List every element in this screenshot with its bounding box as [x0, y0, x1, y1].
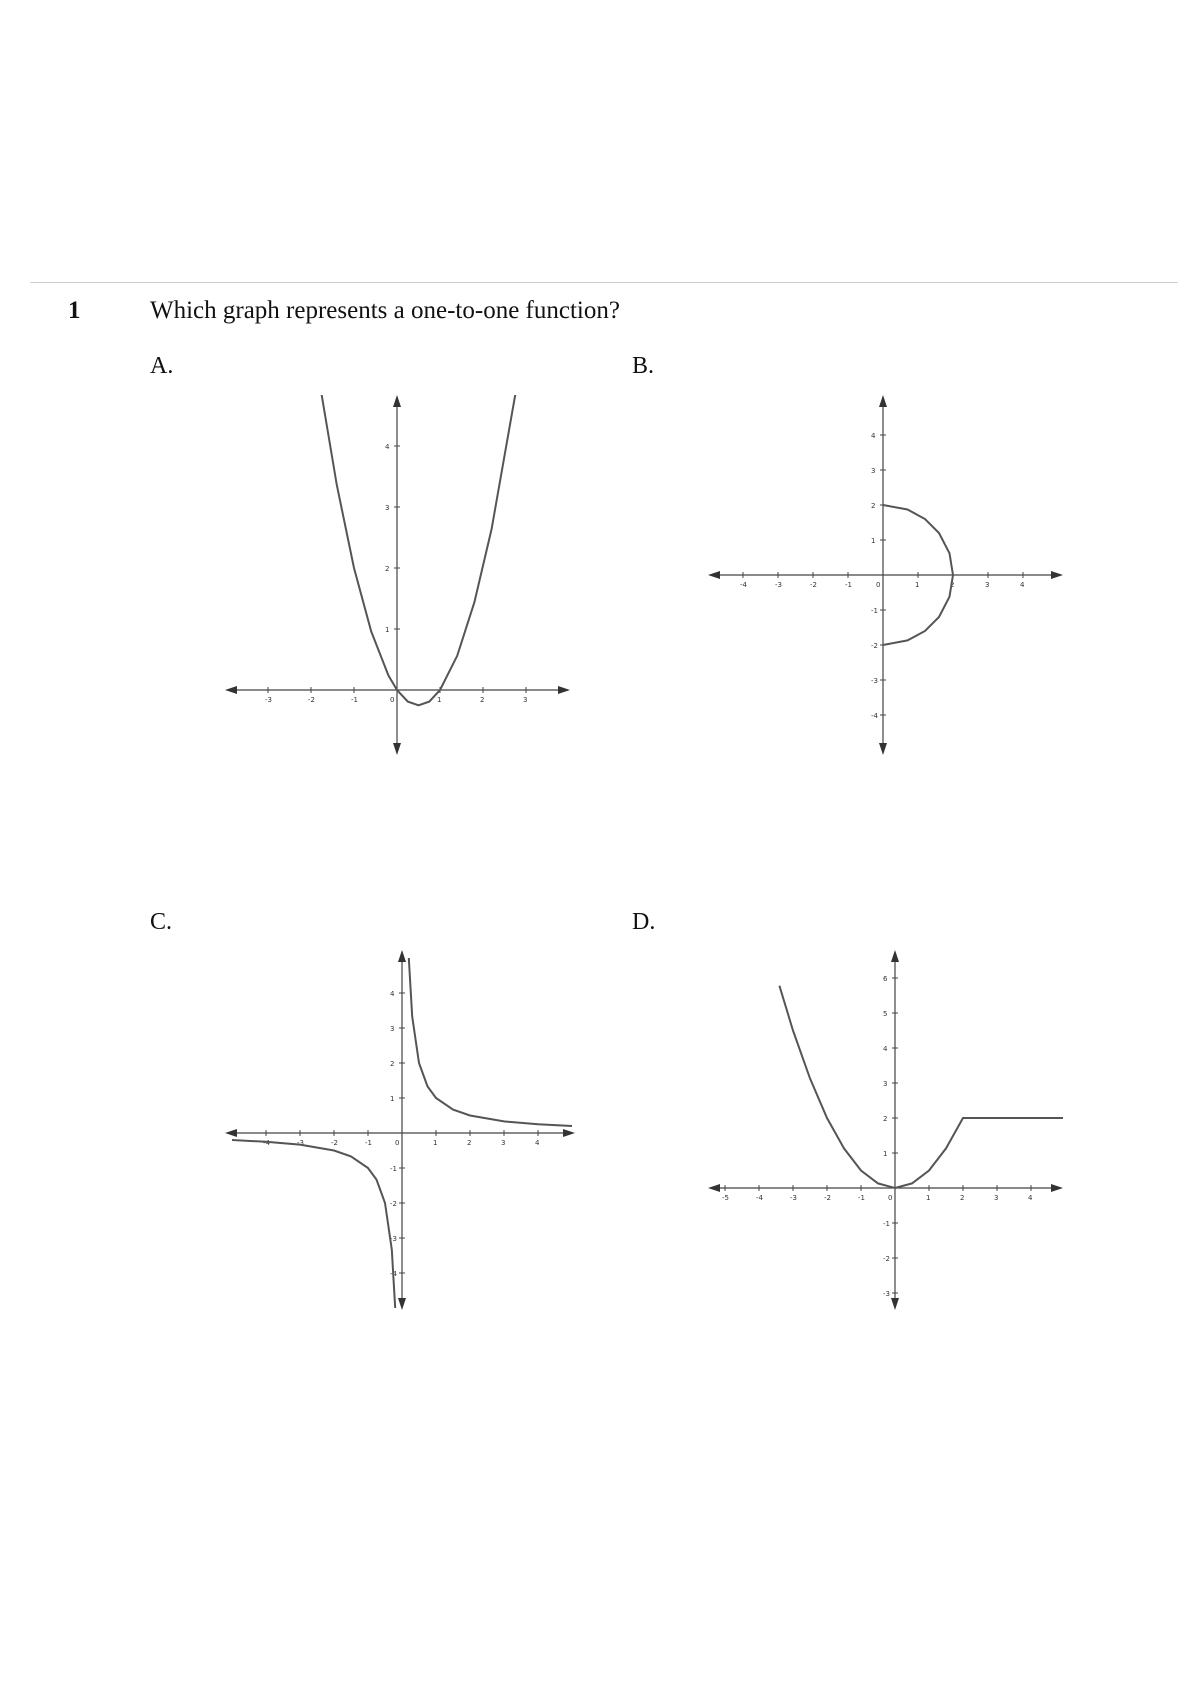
y-tick-label: 2 [871, 502, 876, 510]
y-tick-label: 1 [390, 1095, 395, 1103]
x-axis-left-arrow [708, 1184, 720, 1192]
x-tick-label: -3 [790, 1194, 797, 1202]
x-tick-label: -1 [858, 1194, 865, 1202]
y-tick-label: -4 [390, 1270, 397, 1278]
function-curve [409, 958, 572, 1126]
header-divider [30, 282, 1178, 283]
y-tick-label: 3 [883, 1080, 888, 1088]
y-tick-label: -2 [883, 1255, 890, 1263]
y-tick-label: 5 [883, 1010, 888, 1018]
option-c-label[interactable]: C. [150, 909, 173, 935]
y-axis-down-arrow [398, 1298, 406, 1310]
x-tick-label: 3 [501, 1139, 506, 1147]
y-tick-label: 3 [871, 467, 876, 475]
x-tick-label: 2 [950, 581, 955, 589]
x-tick-label: 4 [1020, 581, 1025, 589]
x-tick-label: -4 [756, 1194, 763, 1202]
question-number: 1 [68, 297, 81, 324]
x-tick-label: 0 [395, 1139, 400, 1147]
x-tick-label: -1 [845, 581, 852, 589]
x-tick-label: 3 [994, 1194, 999, 1202]
y-tick-label: 2 [385, 565, 390, 573]
y-axis-up-arrow [398, 950, 406, 962]
y-tick-label: 3 [390, 1025, 395, 1033]
y-axis-down-arrow [393, 743, 401, 755]
x-tick-label: 2 [467, 1139, 472, 1147]
y-tick-label: 1 [883, 1150, 888, 1158]
function-curve [320, 383, 518, 706]
y-axis-up-arrow [879, 395, 887, 407]
x-axis-left-arrow [225, 686, 237, 694]
y-tick-label: 4 [390, 990, 395, 998]
x-tick-label: 1 [915, 581, 920, 589]
y-tick-label: 1 [385, 626, 390, 634]
x-axis-right-arrow [1051, 571, 1063, 579]
x-tick-label: -1 [351, 696, 358, 704]
x-tick-label: -3 [775, 581, 782, 589]
y-tick-label: -2 [390, 1200, 397, 1208]
y-tick-label: 4 [871, 432, 876, 440]
y-tick-label: 2 [390, 1060, 395, 1068]
x-tick-label: -2 [308, 696, 315, 704]
x-tick-label: 2 [480, 696, 485, 704]
option-b-graph[interactable] [708, 395, 1063, 755]
x-tick-label: 1 [437, 696, 442, 704]
y-tick-label: -3 [390, 1235, 397, 1243]
function-curve [779, 986, 1065, 1188]
x-axis-right-arrow [563, 1129, 575, 1137]
x-axis-left-arrow [225, 1129, 237, 1137]
x-tick-label: 0 [888, 1194, 893, 1202]
x-tick-label: -4 [740, 581, 747, 589]
x-axis-right-arrow [558, 686, 570, 694]
y-tick-label: -3 [871, 677, 878, 685]
x-tick-label: -1 [365, 1139, 372, 1147]
x-tick-label: 3 [985, 581, 990, 589]
y-axis-up-arrow [891, 950, 899, 962]
x-tick-label: 1 [433, 1139, 438, 1147]
x-tick-label: -2 [331, 1139, 338, 1147]
option-d-label[interactable]: D. [632, 909, 656, 935]
y-tick-label: -1 [871, 607, 878, 615]
option-a-graph[interactable] [225, 395, 570, 755]
option-b-label[interactable]: B. [632, 353, 655, 379]
x-tick-label: 3 [523, 696, 528, 704]
y-axis-down-arrow [891, 1298, 899, 1310]
y-tick-label: 4 [883, 1045, 888, 1053]
y-tick-label: 2 [883, 1115, 888, 1123]
y-tick-label: 3 [385, 504, 390, 512]
question-text: Which graph represents a one-to-one function? [150, 297, 620, 324]
x-tick-label: -2 [810, 581, 817, 589]
y-tick-label: -1 [883, 1220, 890, 1228]
x-tick-label: -5 [722, 1194, 729, 1202]
y-tick-label: -2 [871, 642, 878, 650]
x-tick-label: -2 [824, 1194, 831, 1202]
y-tick-label: -1 [390, 1165, 397, 1173]
y-tick-label: -4 [871, 712, 878, 720]
x-tick-label: -3 [265, 696, 272, 704]
y-tick-label: 4 [385, 443, 390, 451]
x-tick-label: 0 [390, 696, 395, 704]
x-tick-label: 4 [1028, 1194, 1033, 1202]
x-tick-label: 1 [926, 1194, 931, 1202]
option-c-graph[interactable] [225, 950, 575, 1310]
y-axis-down-arrow [879, 743, 887, 755]
y-tick-label: 6 [883, 975, 888, 983]
y-tick-label: -3 [883, 1290, 890, 1298]
y-axis-up-arrow [393, 395, 401, 407]
x-tick-label: 0 [876, 581, 881, 589]
function-curve [232, 1140, 395, 1308]
x-tick-label: -4 [263, 1139, 270, 1147]
x-tick-label: -3 [297, 1139, 304, 1147]
y-tick-label: 1 [871, 537, 876, 545]
x-axis-right-arrow [1051, 1184, 1063, 1192]
x-axis-left-arrow [708, 571, 720, 579]
x-tick-label: 2 [960, 1194, 965, 1202]
option-a-label[interactable]: A. [150, 353, 174, 379]
x-tick-label: 4 [535, 1139, 540, 1147]
option-d-graph[interactable] [708, 950, 1063, 1310]
